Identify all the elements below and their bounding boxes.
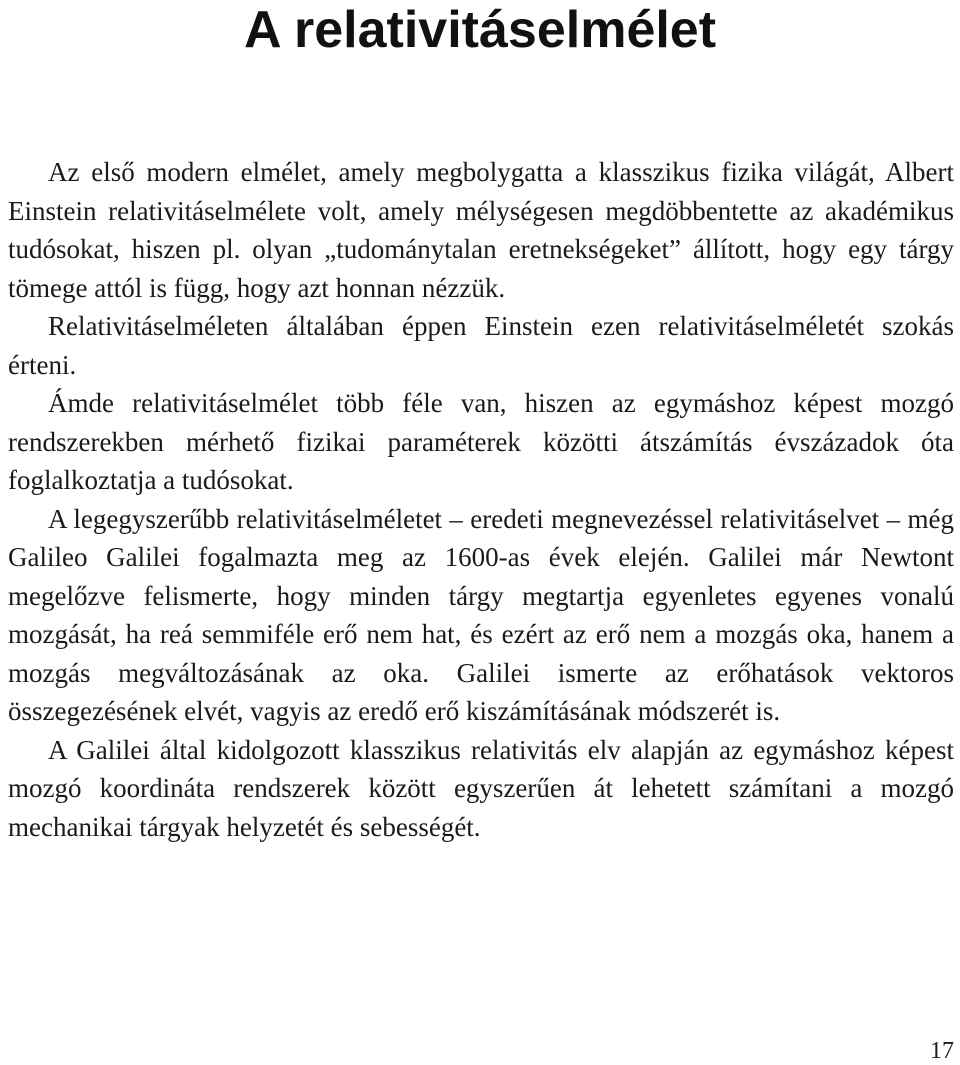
paragraph-3: Ámde relativitáselmélet több féle van, hiszen az egymáshoz képest mozgó rendszerekben mérhető fizikai paraméterek közötti átszámítás évszázadok óta foglalkoztatja a tudósokat. (8, 388, 954, 495)
body-text (8, 153, 954, 846)
page-number: 17 (930, 1038, 954, 1064)
paragraph-4: A legegyszerűbb relativitáselméletet – eredeti megnevezéssel relativitáselvet – még Galileo Galilei fogalmazta meg az 1600-as évek elején. Galilei már Newtont megelőzve felismerte, hogy minden tárgy megtartja egyenletes egyenes vonalú mozgását, ha reá semmiféle erő nem hat, és ezért az erő nem a mozgás oka, hanem a mozgás megváltozásának az oka. Galilei ismerte az erőhatások vektoros összegezésének elvét, vagyis az eredő erő kiszámításának módszerét is. (8, 503, 954, 726)
paragraph-1: Az első modern elmélet, amely megbolygatta a klasszikus fizika világát, Albert Einstein relativitáselmélete volt, amely mélységesen megdöbbentette az akadémikus tudósokat, hiszen pl. olyan „tudománytalan eretnekségeket” állított, hogy egy tárgy tömege attól is függ, hogy azt honnan nézzük. (8, 157, 954, 303)
paragraph-5: A Galilei által kidolgozott klasszikus relativitás elv alapján az egymáshoz képest mozgó koordináta rendszerek között egyszerűen át lehetett számítani a mozgó mechanikai tárgyak helyzetét és sebességét. (8, 734, 954, 842)
page-title: A relativitáselmélet (243, 1, 717, 59)
paragraph-2: Relativitáselméleten általában éppen Einstein ezen relativitáselméletét szokás érteni. (8, 311, 954, 380)
